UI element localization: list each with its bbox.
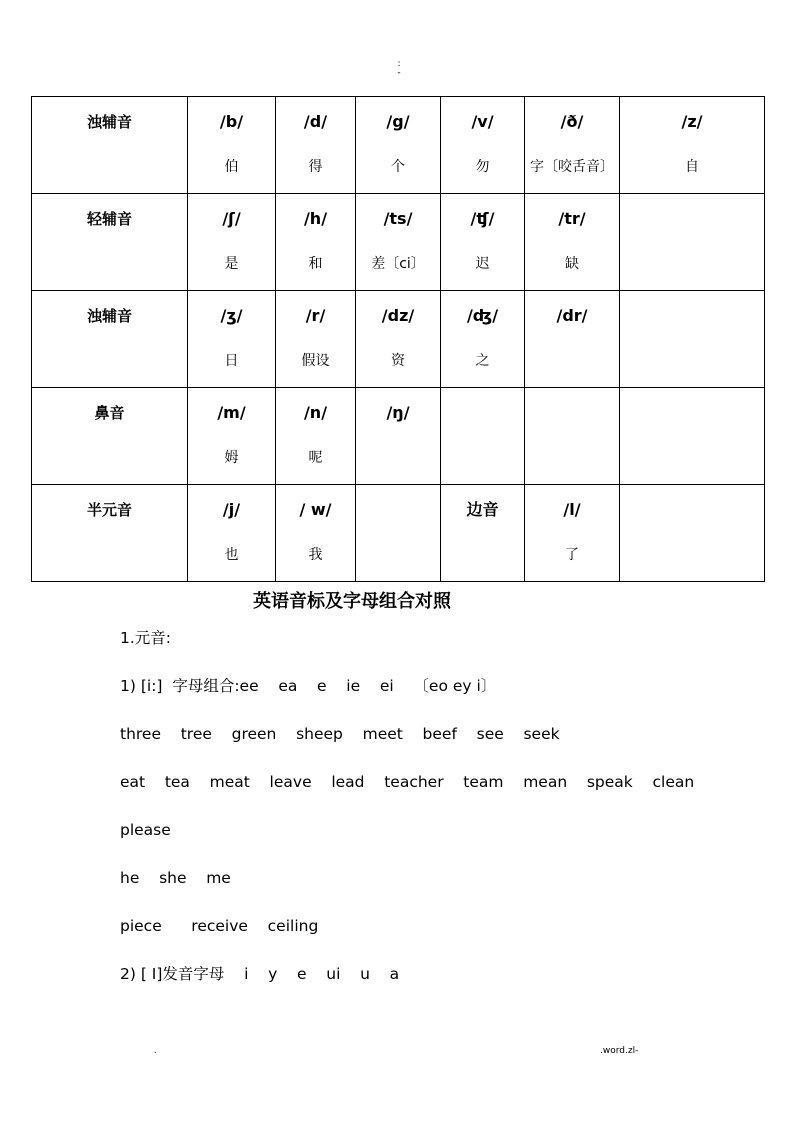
phoneme-symbol: /ts/	[383, 209, 413, 228]
phoneme-cell	[188, 388, 276, 485]
text-line: 1) [i:] 字母组合:ee ea e ie ei 〔eo ey i〕	[120, 677, 497, 695]
phoneme-cell	[525, 97, 620, 194]
page-title: 英语音标及字母组合对照	[253, 591, 451, 612]
pronunciation-hint: 勿	[475, 159, 490, 175]
phoneme-symbol: /d/	[303, 112, 328, 131]
phoneme-cell	[188, 485, 276, 582]
phoneme-cell	[356, 485, 441, 582]
table-row	[32, 291, 765, 388]
phoneme-symbol: /n/	[303, 403, 328, 422]
phoneme-cell	[356, 97, 441, 194]
phoneme-symbol: 边音	[466, 500, 499, 519]
pronunciation-hint: 迟	[475, 256, 490, 272]
phoneme-cell	[441, 194, 525, 291]
phoneme-symbol: /b/	[219, 112, 244, 131]
text-line: 1.元音:	[120, 629, 172, 647]
phonetic-table	[31, 96, 765, 582]
phoneme-symbol: /ð/	[560, 112, 584, 131]
pronunciation-hint: 字〔咬舌音〕	[530, 159, 614, 175]
phoneme-symbol: /j/	[222, 500, 241, 519]
phoneme-symbol: /v/	[471, 112, 494, 131]
phoneme-symbol: /dz/	[381, 306, 415, 325]
table-row	[32, 388, 765, 485]
text-line: three tree green sheep meet beef see seek	[120, 725, 560, 743]
phoneme-symbol: /r/	[305, 306, 326, 325]
phoneme-cell	[188, 97, 276, 194]
phoneme-symbol: / w/	[299, 500, 332, 519]
phoneme-cell	[356, 194, 441, 291]
pronunciation-hint: 自	[685, 159, 699, 175]
phoneme-symbol: /ʒ/	[220, 306, 243, 325]
phoneme-cell	[441, 485, 525, 582]
phoneme-symbol: /tr/	[558, 209, 586, 228]
phoneme-symbol: /m/	[217, 403, 246, 422]
phoneme-cell	[276, 388, 356, 485]
category-cell	[32, 388, 188, 485]
phoneme-symbol: /dr/	[556, 306, 588, 325]
phoneme-symbol: /ʃ/	[222, 209, 241, 228]
pronunciation-hint: 我	[308, 547, 323, 563]
pronunciation-hint: 和	[308, 256, 323, 272]
phoneme-cell	[525, 194, 620, 291]
phoneme-cell	[276, 291, 356, 388]
category-label: 浊辅音	[86, 113, 132, 131]
phoneme-cell	[356, 388, 441, 485]
text-line: he she me	[120, 869, 231, 887]
pronunciation-hint: 差〔ci〕	[371, 256, 425, 272]
phoneme-cell	[441, 97, 525, 194]
category-label: 鼻音	[94, 404, 125, 422]
pronunciation-hint: 也	[224, 547, 239, 563]
phoneme-symbol: /l/	[563, 500, 581, 519]
phoneme-symbol: /z/	[681, 112, 703, 131]
text-line: please	[120, 821, 171, 839]
category-label: 浊辅音	[86, 307, 132, 325]
category-cell	[32, 97, 188, 194]
table-row	[32, 485, 765, 582]
text-line: 2) [ I]发音字母 i y e ui u a	[120, 965, 400, 983]
category-cell	[32, 194, 188, 291]
phoneme-symbol: /h/	[303, 209, 328, 228]
category-label: 半元音	[86, 501, 132, 519]
pronunciation-hint: 呢	[308, 450, 323, 466]
header-mark: : -	[397, 59, 401, 78]
phoneme-cell	[441, 291, 525, 388]
pronunciation-hint: 伯	[224, 159, 239, 175]
pronunciation-hint: 得	[308, 159, 323, 175]
phoneme-cell	[356, 291, 441, 388]
phoneme-symbol: /g/	[386, 112, 410, 131]
footer-text: .word.zl-	[600, 1046, 639, 1056]
phoneme-symbol: /ʤ/	[466, 306, 499, 325]
pronunciation-hint: 缺	[565, 256, 579, 272]
phoneme-cell	[620, 97, 765, 194]
phoneme-cell	[525, 388, 620, 485]
table-row	[32, 97, 765, 194]
phoneme-cell	[276, 97, 356, 194]
phoneme-cell	[620, 388, 765, 485]
phoneme-cell	[620, 194, 765, 291]
phoneme-symbol: /ŋ/	[386, 403, 410, 422]
phoneme-cell	[276, 485, 356, 582]
phoneme-cell	[620, 485, 765, 582]
pronunciation-hint: 是	[224, 256, 239, 272]
phoneme-cell	[441, 388, 525, 485]
phoneme-cell	[188, 291, 276, 388]
category-cell	[32, 291, 188, 388]
footer-dot: .	[154, 1046, 157, 1055]
text-line: eat tea meat leave lead teacher team mean speak clean	[120, 773, 695, 791]
pronunciation-hint: 姆	[224, 450, 239, 466]
phoneme-symbol: /ʧ/	[470, 209, 495, 228]
category-label: 轻辅音	[86, 210, 132, 228]
category-cell	[32, 485, 188, 582]
phoneme-cell	[525, 291, 620, 388]
pronunciation-hint: 了	[565, 547, 579, 563]
table-row	[32, 194, 765, 291]
pronunciation-hint: 假设	[301, 353, 330, 369]
pronunciation-hint: 个	[391, 159, 405, 175]
phoneme-cell	[620, 291, 765, 388]
text-line: piece receive ceiling	[120, 917, 319, 935]
phoneme-cell	[276, 194, 356, 291]
phoneme-cell	[188, 194, 276, 291]
pronunciation-hint: 日	[224, 353, 239, 369]
pronunciation-hint: 之	[475, 353, 490, 369]
phoneme-cell	[525, 485, 620, 582]
pronunciation-hint: 资	[391, 353, 405, 369]
